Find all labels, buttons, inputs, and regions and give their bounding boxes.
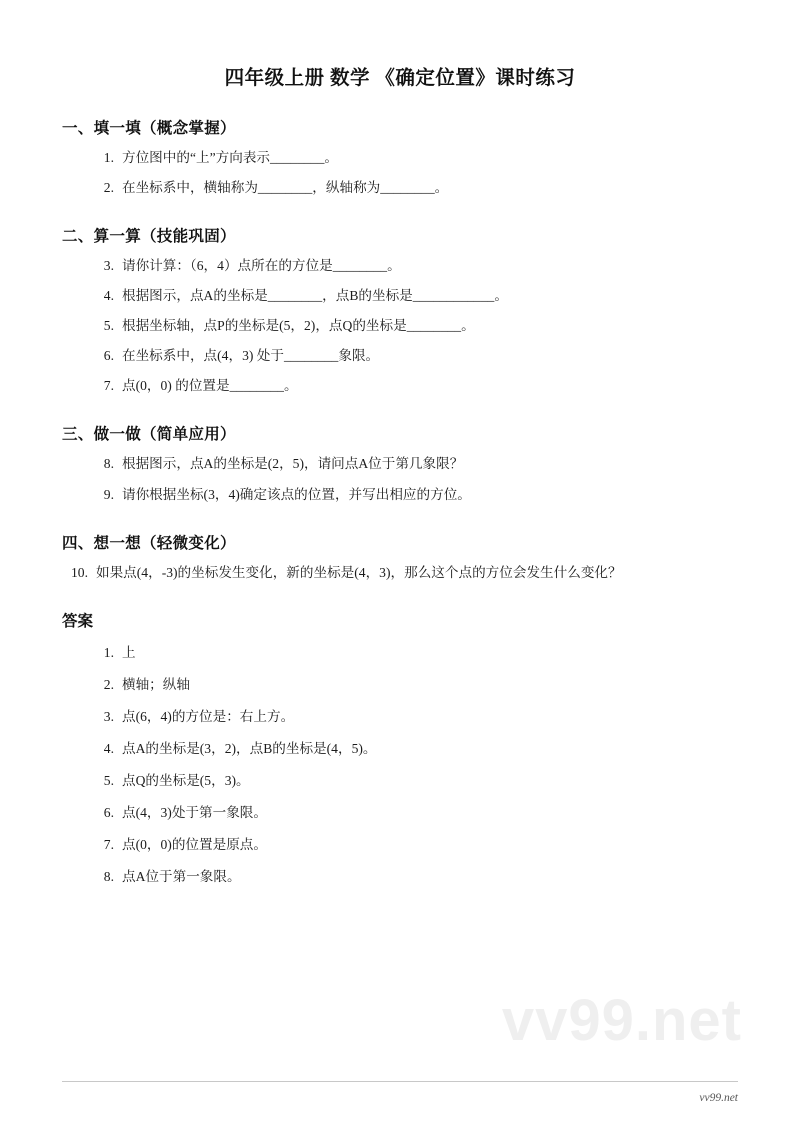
watermark: vv99.net	[501, 988, 742, 1053]
answer-item	[62, 706, 738, 727]
question-text: 方位图中的“上”方向表示________。	[122, 150, 338, 165]
section-heading: 三、做一做（简单应用）	[62, 426, 236, 444]
section-heading: 四、想一想（轻微变化）	[62, 534, 236, 552]
section-calculation	[62, 224, 738, 396]
question-text: 请你计算：（6，4）点所在的方位是________。	[122, 258, 401, 274]
question-number: 1.	[103, 150, 114, 165]
question-item	[62, 484, 738, 505]
question-text: 根据坐标轴，点P的坐标是(5，2)，点Q的坐标是________。	[122, 318, 475, 334]
answer-number: 2.	[103, 676, 114, 692]
question-list	[62, 562, 738, 583]
question-list	[62, 255, 738, 396]
question-item	[62, 453, 738, 474]
answer-text: 横轴；纵轴	[122, 676, 190, 692]
section-think	[62, 531, 738, 583]
answer-number: 6.	[103, 804, 114, 820]
question-list	[62, 453, 738, 504]
question-number: 6.	[103, 348, 114, 364]
question-number: 8.	[103, 456, 114, 472]
answer-item	[62, 834, 738, 855]
answer-item	[62, 674, 738, 695]
question-item	[62, 315, 738, 336]
page-title: 四年级上册 数学 《确定位置》课时练习	[224, 68, 576, 89]
question-item	[62, 147, 738, 168]
question-number: 10.	[71, 564, 88, 580]
answer-item	[62, 738, 738, 759]
question-item	[62, 375, 738, 396]
question-item	[62, 255, 738, 276]
question-text: 点(0，0) 的位置是________。	[122, 378, 298, 394]
question-number: 3.	[103, 258, 114, 274]
question-number: 2.	[103, 180, 114, 196]
answer-number: 8.	[103, 869, 114, 885]
question-number: 7.	[103, 378, 114, 394]
question-text: 根据图示，点A的坐标是(2，5)，请问点A位于第几象限？	[122, 456, 464, 472]
section-heading: 二、算一算（技能巩固）	[62, 228, 236, 246]
answer-text: 点A的坐标是(3，2)，点B的坐标是(4，5)。	[122, 740, 377, 756]
section-fill-in-the-blank	[62, 116, 738, 198]
answer-text: 点Q的坐标是(5，3)。	[122, 772, 250, 788]
question-text: 如果点(4，-3)的坐标发生变化，新的坐标是(4，3)，那么这个点的方位会发生什么变化？	[96, 564, 622, 580]
footer-text: vv99.net	[699, 1092, 738, 1104]
question-text: 根据图示，点A的坐标是________，点B的坐标是____________。	[122, 288, 508, 304]
question-number: 5.	[103, 318, 114, 334]
question-item	[62, 285, 738, 306]
question-text: 请你根据坐标(3，4)确定该点的位置，并写出相应的方位。	[122, 486, 471, 502]
question-item	[62, 177, 738, 198]
answer-item	[62, 802, 738, 823]
answers-section	[62, 609, 738, 888]
question-list	[62, 147, 738, 198]
answer-text: 点(0，0)的位置是原点。	[122, 837, 267, 852]
answer-number: 4.	[103, 740, 114, 756]
section-heading: 一、填一填（概念掌握）	[62, 120, 236, 137]
answer-item	[62, 866, 738, 887]
answer-number: 3.	[103, 708, 114, 724]
answer-item	[62, 642, 738, 663]
answer-number: 7.	[103, 837, 114, 852]
question-text: 在坐标系中，点(4，3) 处于________象限。	[122, 348, 380, 364]
question-number: 4.	[103, 288, 114, 304]
answer-text: 点(4，3)处于第一象限。	[122, 804, 267, 820]
answer-text: 上	[122, 644, 136, 660]
question-item	[62, 562, 738, 583]
answer-number: 5.	[103, 772, 114, 788]
question-text: 在坐标系中，横轴称为________，纵轴称为________。	[122, 180, 449, 196]
answers-heading: 答案	[62, 612, 94, 630]
question-number: 9.	[103, 486, 114, 502]
answer-text: 点A位于第一象限。	[122, 869, 241, 885]
answer-text: 点(6，4)的方位是：右上方。	[122, 708, 295, 724]
footer-divider	[62, 1081, 738, 1082]
answer-number: 1.	[103, 644, 114, 660]
answer-item	[62, 770, 738, 791]
section-simple-application	[62, 422, 738, 504]
question-item	[62, 345, 738, 366]
